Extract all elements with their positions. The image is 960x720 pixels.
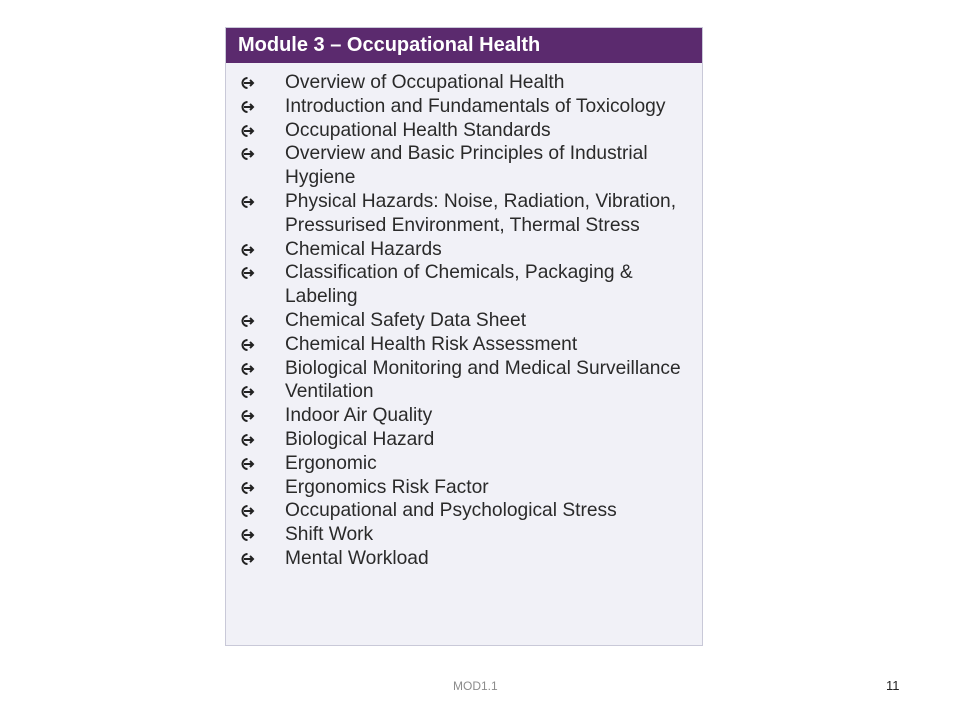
arrow-circle-bullet-icon (241, 148, 257, 160)
arrow-circle-bullet-icon (241, 482, 257, 494)
arrow-circle-bullet-icon (241, 125, 257, 137)
list-item-label: Occupational Health Standards (285, 119, 551, 141)
list-item (226, 428, 702, 452)
list-item (226, 476, 702, 500)
list-item (226, 119, 702, 143)
arrow-circle-bullet-icon (241, 363, 257, 375)
arrow-circle-bullet-icon (241, 386, 257, 398)
arrow-circle-bullet-icon (241, 77, 257, 89)
list-item-label: Occupational and Psychological Stress (285, 500, 617, 522)
list-item (226, 190, 702, 238)
arrow-circle-bullet-icon (241, 101, 257, 113)
list-item-label: Ergonomics Risk Factor (285, 476, 489, 498)
module-topic-list (226, 63, 702, 571)
arrow-circle-bullet-icon (241, 244, 257, 256)
page-number: 11 (886, 678, 900, 693)
list-item-label: Overview and Basic Principles of Industrial Hygiene (285, 143, 648, 189)
list-item (226, 261, 702, 309)
arrow-circle-bullet-icon (241, 196, 257, 208)
list-item-label: Introduction and Fundamentals of Toxicology (285, 95, 666, 117)
list-item (226, 71, 702, 95)
list-item-label: Indoor Air Quality (285, 405, 433, 427)
list-item (226, 238, 702, 262)
list-item-label: Chemical Health Risk Assessment (285, 333, 578, 355)
arrow-circle-bullet-icon (241, 410, 257, 422)
footer-code: MOD1.1 (453, 679, 498, 693)
list-item-label: Physical Hazards: Noise, Radiation, Vibration, Pressurised Environment, Thermal Stress (285, 190, 677, 236)
list-item (226, 452, 702, 476)
list-item (226, 142, 702, 190)
list-item (226, 499, 702, 523)
arrow-circle-bullet-icon (241, 505, 257, 517)
list-item-label: Mental Workload (285, 547, 429, 569)
list-item (226, 523, 702, 547)
list-item-label: Classification of Chemicals, Packaging & Labeling (285, 262, 633, 308)
module-title: Module 3 – Occupational Health (226, 28, 702, 63)
list-item-label: Ergonomic (285, 452, 377, 474)
list-item-label: Biological Monitoring and Medical Surveillance (285, 357, 681, 379)
list-item-label: Biological Hazard (285, 428, 435, 450)
arrow-circle-bullet-icon (241, 267, 257, 279)
list-item (226, 380, 702, 404)
list-item (226, 547, 702, 571)
list-item-label: Chemical Hazards (285, 238, 442, 260)
list-item (226, 309, 702, 333)
arrow-circle-bullet-icon (241, 529, 257, 541)
list-item-label: Ventilation (285, 381, 374, 403)
list-item (226, 357, 702, 381)
list-item-label: Chemical Safety Data Sheet (285, 309, 527, 331)
arrow-circle-bullet-icon (241, 458, 257, 470)
arrow-circle-bullet-icon (241, 339, 257, 351)
arrow-circle-bullet-icon (241, 553, 257, 565)
list-item (226, 404, 702, 428)
list-item (226, 95, 702, 119)
arrow-circle-bullet-icon (241, 434, 257, 446)
list-item (226, 333, 702, 357)
arrow-circle-bullet-icon (241, 315, 257, 327)
list-item-label: Shift Work (285, 524, 374, 546)
list-item-label: Overview of Occupational Health (285, 72, 565, 93)
module-card (225, 27, 703, 646)
